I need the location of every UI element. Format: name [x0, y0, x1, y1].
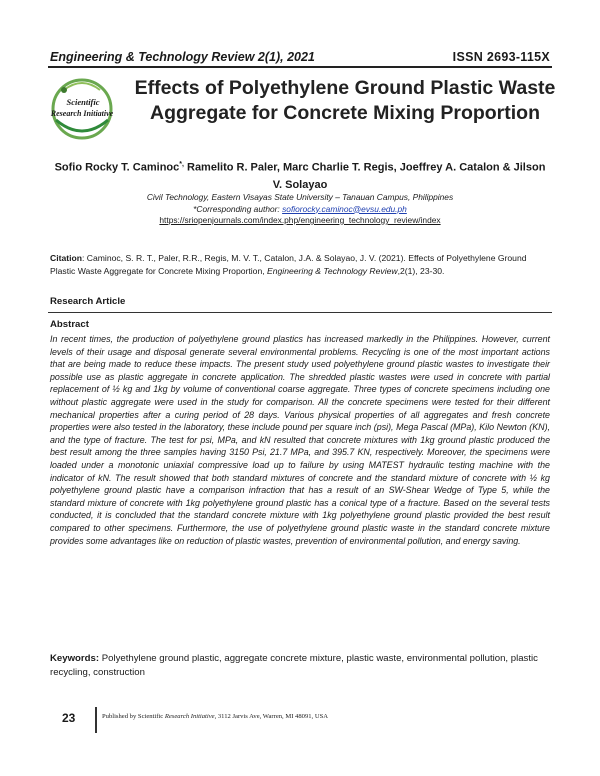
logo-text-top: Scientific	[66, 97, 100, 107]
page-number: 23	[62, 711, 76, 725]
journal-url-link[interactable]: https://sriopenjournals.com/index.php/engineering_technology_review/index	[159, 215, 441, 225]
issn-header: ISSN 2693-115X	[452, 50, 550, 64]
author-others: Ramelito R. Paler, Marc Charlie T. Regis, Joeffrey A. Catalon & Jilson V. Solayao	[183, 161, 546, 191]
keywords-block	[50, 652, 550, 679]
footer-divider	[95, 707, 97, 733]
paper-title: Effects of Polyethylene Ground Plastic Waste Aggregate for Concrete Mixing Proportion	[134, 77, 556, 124]
author-mark: *,	[179, 161, 184, 168]
author-primary: Sofio Rocky T. Caminoc	[54, 161, 180, 174]
article-type: Research Article	[50, 296, 126, 307]
corresponding-label: *Corresponding author:	[193, 203, 283, 214]
publisher-footer	[102, 713, 328, 720]
logo-text-bottom: Research Initiative	[50, 109, 114, 118]
header-rule	[48, 66, 552, 68]
abstract-text: In recent times, the production of polyethylene ground plastics has increased markedly in the Philippines. However, current levels of their usage and disposal generate several environmental problems. Recycling is one of the most important actions that are being made to reduce these impacts. The present study used polyethylene ground plastic wastes to investigate their possible use as plastic aggregate in concrete application. The shredded plastic wastes were used in concrete with partial replacement of ½ kg and 1kg by volume of conventional coarse aggregate. Three types of concrete specimens including one without plastic aggregate were used in the study for comparison. All the concrete specimens were tested for their different mechanical properties after a curing period of 28 days. Various physical properties of all aggregates and fresh concrete properties were also tested in the laboratory, these include pound per square inch (psi), Mega Pascal (MPa), Kilo Newton (KN), and the type of fracture. The test for psi, MPa, and kN resulted that concrete mixtures with 1kg ground plastic produced the best result among the three samples having 3150 Psi, 21.7 MPa, and 395.7 KN, respectively. Moreover, the specimens were loaded under a monotonic uniaxial compressive load up to failure by using MATEST hydraulic testing machine with the indicator of kN. The result showed that both standard mixtures of concrete and the standard mixture of concrete with ½ kg polyethylene ground plastic have a comparison infraction that has a result of an SW-Shear Wedge of Type 5, while the standard mixture of concrete with 1kg polyethylene ground plastic has a conical type of a fracture. Based on the several tests conducted, it is concluded that the standard concrete mixture with 1kg polyethylene ground plastic provided the best result compared to other specimens. Furthermore, the use of polyethylene ground plastic waste in the standard concrete mixture provides some advantages like on reduction of plastic wastes, prevention of environmental pollution, and energy saving.	[50, 334, 550, 546]
institution: Civil Technology, Eastern Visayas State University – Tanauan Campus, Philippines	[146, 192, 454, 202]
affiliation-block	[52, 192, 548, 227]
keywords-label: Keywords:	[50, 653, 100, 664]
citation-tail: ,2(1), 23-30.	[397, 265, 445, 276]
publisher-logo	[42, 76, 122, 142]
journal-header: Engineering & Technology Review 2(1), 2021	[50, 50, 315, 64]
citation-block	[50, 252, 550, 277]
corresponding-author	[52, 204, 548, 216]
section-rule	[48, 312, 552, 313]
abstract-heading: Abstract	[50, 319, 89, 330]
citation-journal: Engineering & Technology Review	[267, 265, 398, 276]
citation-label: Citation	[50, 253, 82, 263]
footer-address: , 3112 Jarvis Ave, Warren, MI 48091, USA	[214, 713, 329, 720]
citation-text: : Caminoc, S. R. T., Paler, R.R., Regis, M. V. T., Catalon, J.A. & Solayao, J. V. (2021). Effects of Polyethylene Ground Plastic Waste Aggregate for Concrete Mixing Proportion,	[50, 253, 527, 276]
email-link[interactable]: sofiorocky.caminoc@evsu.edu.ph	[282, 203, 407, 214]
author-list	[52, 156, 548, 194]
footer-prefix: Published by Scientific	[102, 713, 165, 720]
footer-publisher: Research Initiative	[164, 713, 215, 720]
keywords-text: Polyethylene ground plastic, aggregate concrete mixture, plastic waste, environmental pollution, plastic recycling, construction	[50, 653, 538, 678]
